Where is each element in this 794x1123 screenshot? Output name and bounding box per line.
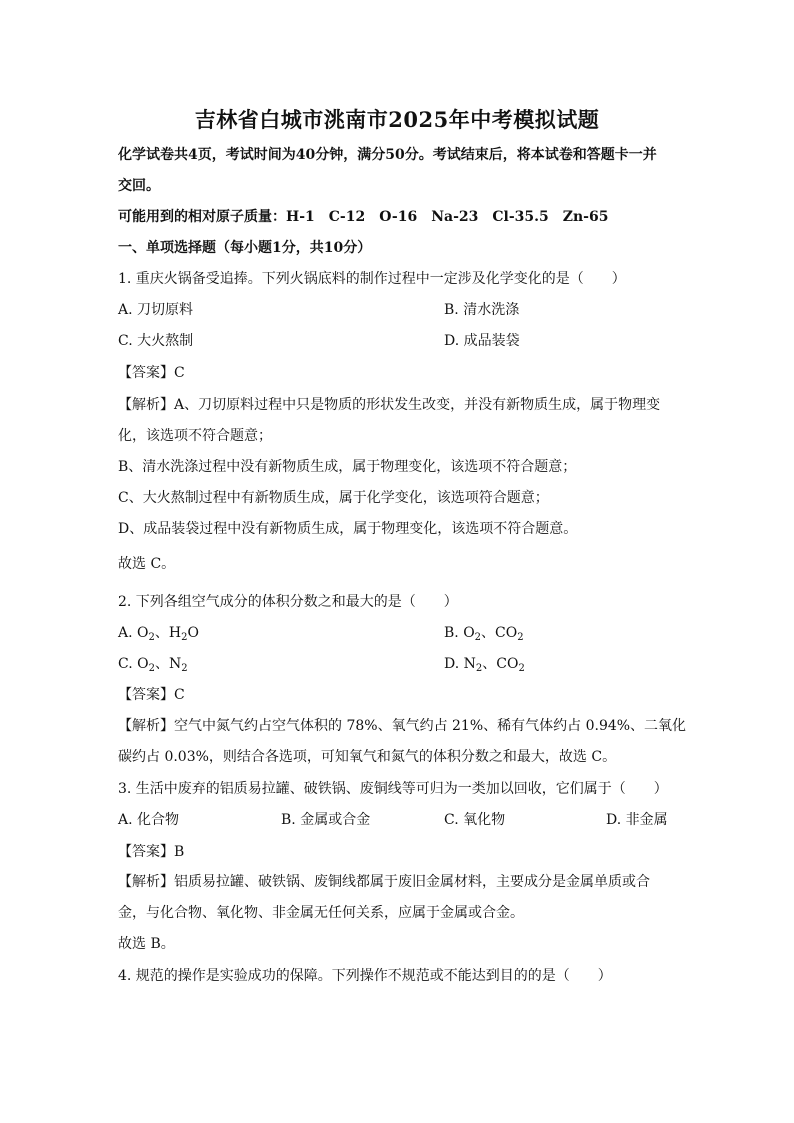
question-2-option-d: D. $N_2$、$CO_2$ — [444, 656, 525, 674]
question-3-analysis-line-2: 金，与化合物、氧化物、非金属无任何关系，应属于金属或合金。 — [118, 905, 524, 921]
question-4-stem: 4. 规范的操作是实验成功的保障。下列操作不规范或不能达到目的的是（ ） — [118, 968, 612, 984]
question-2-answer: 【答案】C — [118, 687, 185, 703]
question-1-analysis-line-1: 【解析】A、刀切原料过程中只是物质的形状发生改变，并没有新物质生成，属于物理变 — [118, 397, 661, 413]
question-2-option-b: B. $O_2$、$CO_2$ — [444, 625, 524, 643]
question-1-option-a: A. 刀切原料 — [118, 302, 194, 318]
question-3-option-d: D. 非金属 — [606, 812, 668, 828]
question-1-conclusion: 故选 C。 — [118, 556, 176, 572]
question-1-option-d: D. 成品装袋 — [444, 333, 520, 349]
question-1-analysis-line-5: D、成品装袋过程中没有新物质生成，属于物理变化，该选项不符合题意。 — [118, 521, 578, 537]
exam-intro-line-2: 交回。 — [118, 178, 160, 194]
question-3-option-b: B. 金属或合金 — [281, 812, 371, 828]
question-1-analysis-line-4: C、大火熬制过程中有新物质生成，属于化学变化，该选项符合题意； — [118, 490, 549, 506]
question-1-option-b: B. 清水洗涤 — [444, 302, 520, 318]
question-3-option-c: C. 氧化物 — [444, 812, 506, 828]
question-3-conclusion: 故选 B。 — [118, 936, 175, 952]
question-2-analysis-line-2: 碳约占 0.03%，则结合各选项，可知氧气和氮气的体积分数之和最大，故选 C。 — [118, 749, 617, 765]
question-2-option-c: C. $O_2$、$N_2$ — [118, 656, 188, 674]
question-3-option-a: A. 化合物 — [118, 812, 180, 828]
atomic-mass-line: 可能用到的相对原子质量：H-1 C-12 O-16 Na-23 Cl-35.5 Zn-65 — [118, 209, 609, 225]
question-3-analysis-line-1: 【解析】铝质易拉罐、破铁锅、废铜线都属于废旧金属材料，主要成分是金属单质或合 — [118, 874, 650, 890]
exam-intro-line-1: 化学试卷共4页，考试时间为40分钟，满分50分。考试结束后，将本试卷和答题卡一并 — [118, 147, 657, 163]
question-2-analysis-line-1: 【解析】空气中氮气约占空气体积的 78%、氧气约占 21%、稀有气体约占 0.94%、二氧化 — [118, 718, 687, 734]
question-1-option-c: C. 大火熬制 — [118, 333, 194, 349]
question-3-answer: 【答案】B — [118, 844, 185, 860]
question-1-answer: 【答案】C — [118, 365, 185, 381]
question-3-stem: 3. 生活中废弃的铝质易拉罐、破铁锅、废铜线等可归为一类加以回收，它们属于（ ） — [118, 781, 668, 797]
question-2-stem: 2. 下列各组空气成分的体积分数之和最大的是（ ） — [118, 594, 458, 610]
question-1-analysis-line-2: 化，该选项不符合题意； — [118, 428, 272, 444]
question-1-analysis-line-3: B、清水洗涤过程中没有新物质生成，属于物理变化，该选项不符合题意； — [118, 459, 577, 475]
question-2-option-a: A. $O_2$、$H_2O$ — [118, 625, 199, 643]
page-title: 吉林省白城市洮南市2025年中考模拟试题 — [194, 107, 600, 132]
question-1-stem: 1. 重庆火锅备受追捧。下列火锅底料的制作过程中一定涉及化学变化的是（ ） — [118, 271, 626, 287]
section-heading: 一、单项选择题（每小题1分，共10分） — [118, 240, 372, 256]
